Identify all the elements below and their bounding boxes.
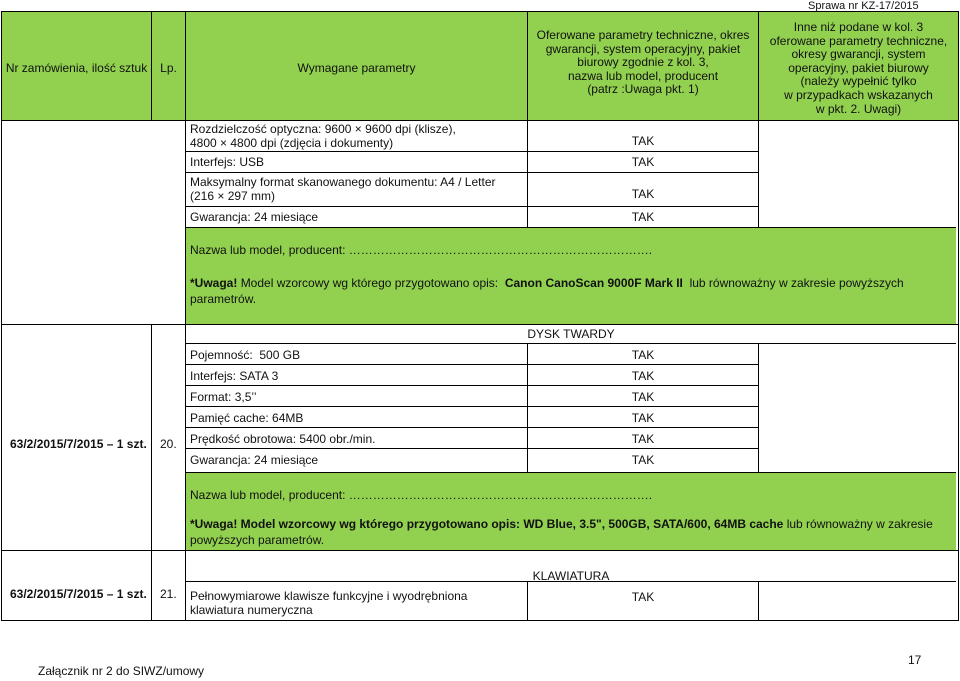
scanner-offer-interface: TAK — [631, 155, 655, 169]
header-offered-column: Oferowane parametry techniczne, okres gwarancji, system operacyjny, pakiet biurowy zgodnie z kol. 3, nazwa lub model, producent (patrz :Uwaga pkt. 1) — [536, 28, 750, 97]
scanner-offer-warranty: TAK — [631, 210, 655, 224]
disk-param-format: Format: 3,5’’ — [190, 390, 257, 404]
disk-note: *Uwaga! Model wzorcowy wg którego przygotowano opis: WD Blue, 3.5", 500GB, SATA/600, 64MB cache lub równoważny w zakresie powyższych parametrów. — [190, 517, 933, 547]
header-order-column: Nr zamówienia, ilość sztuk — [5, 61, 148, 75]
keyboard-order-number: 63/2/2015/7/2015 – 1 szt. — [10, 587, 147, 601]
header-other-column: Inne niż podane w kol. 3 oferowane parametry techniczne, okresy gwarancji, system operacyjny, pakiet biurowy (należy wypełnić tylko w przypadkach wskazanych w pkt. 2. Uwagi) — [769, 20, 948, 116]
disk-param-warranty: Gwarancja: 24 miesiące — [190, 453, 319, 467]
scanner-param-resolution: Rozdzielczość optyczna: 9600 × 9600 dpi (klisze), 4800 × 4800 dpi (zdjęcia i dokumenty) — [190, 122, 456, 150]
keyboard-lp: 21. — [160, 587, 177, 601]
header-lp-column: Lp. — [160, 61, 177, 75]
header-required-column: Wymagane parametry — [297, 61, 416, 75]
disk-section-title: DYSK TWARDY — [527, 327, 615, 341]
page-number: 17 — [908, 653, 922, 667]
footer-attachment: Załącznik nr 2 do SIWZ/umowy — [38, 664, 205, 678]
keyboard-offer: TAK — [631, 590, 655, 604]
scanner-param-format: Maksymalny format skanowanego dokumentu: A4 / Letter (216 × 297 mm) — [190, 175, 496, 203]
scanner-note: *Uwaga! Model wzorcowy wg którego przygotowano opis: Canon CanoScan 9000F Mark II lub równoważny w zakresie powyższych parametrów. — [190, 276, 904, 306]
disk-offer-cache: TAK — [631, 411, 655, 425]
scanner-param-warranty: Gwarancja: 24 miesiące — [190, 210, 319, 224]
scanner-offer-resolution: TAK — [631, 134, 655, 148]
doc-reference: Sprawa nr KZ-17/2015 — [808, 0, 919, 12]
disk-order-number: 63/2/2015/7/2015 – 1 szt. — [10, 437, 147, 451]
scanner-name-line: Nazwa lub model, producent: …………………………………………………………………. — [190, 243, 653, 257]
disk-param-interface: Interfejs: SATA 3 — [190, 369, 279, 383]
scanner-param-interface: Interfejs: USB — [190, 155, 265, 169]
disk-offer-rpm: TAK — [631, 432, 655, 446]
keyboard-param: Pełnowymiarowe klawisze funkcyjne i wyodrębniona klawiatura numeryczna — [190, 589, 468, 617]
disk-offer-interface: TAK — [631, 369, 655, 383]
disk-offer-format: TAK — [631, 390, 655, 404]
keyboard-section-title: KLAWIATURA — [532, 569, 610, 583]
disk-name-line: Nazwa lub model, producent: …………………………………………………………………. — [190, 488, 653, 502]
disk-lp: 20. — [160, 437, 177, 451]
disk-param-rpm: Prędkość obrotowa: 5400 obr./min. — [190, 432, 376, 446]
disk-param-cache: Pamięć cache: 64MB — [190, 411, 304, 425]
scanner-offer-format: TAK — [631, 187, 655, 201]
disk-param-capacity: Pojemność: 500 GB — [190, 348, 301, 362]
disk-offer-capacity: TAK — [631, 348, 655, 362]
disk-offer-warranty: TAK — [631, 453, 655, 467]
